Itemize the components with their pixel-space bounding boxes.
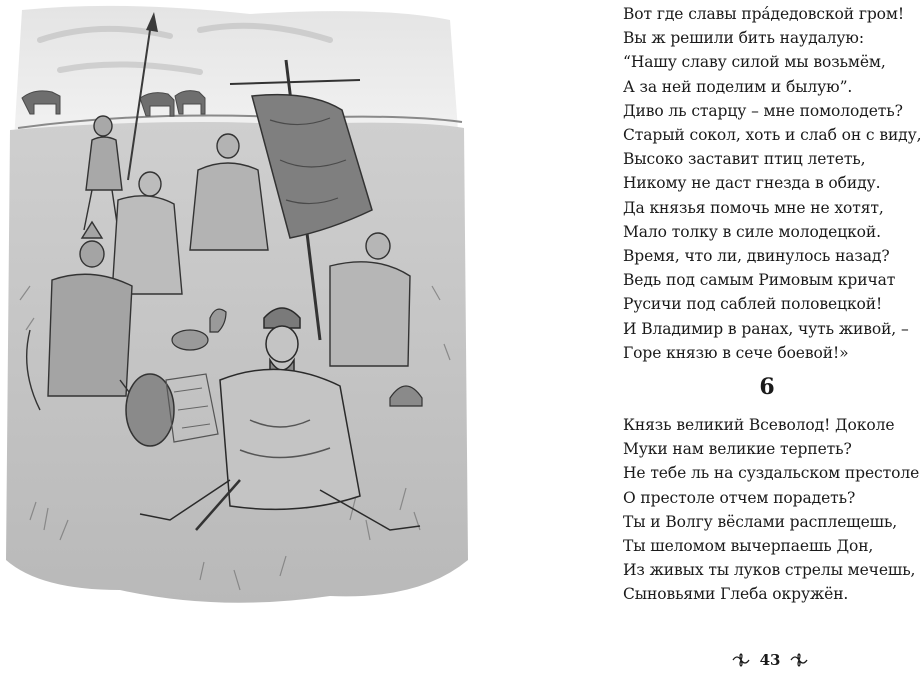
- poem-line: Вы ж решили бить наудалую:: [623, 29, 864, 48]
- poem-line: Да князья помочь мне не хотят,: [623, 198, 884, 217]
- illustration-warriors-resting: [0, 0, 470, 620]
- section-number: 6: [759, 374, 775, 400]
- page-footer: [732, 650, 808, 670]
- poem-line: Ты шеломом вычерпаешь Дон,: [623, 537, 874, 556]
- poem-line: Муки нам великие терпеть?: [623, 440, 852, 459]
- poem-line: Сыновьями Глеба окружён.: [623, 585, 849, 604]
- poem-line: Время, что ли, двинулось назад?: [623, 247, 890, 266]
- poem-line: Ты и Волгу вёслами расплещешь,: [623, 512, 898, 531]
- poem-line: Диво ль старцу – мне помолодеть?: [623, 101, 903, 120]
- stanza-2: [623, 413, 919, 607]
- poem-line: Вот где славы пра́дедовской гром!: [623, 5, 904, 23]
- page-number: 43: [759, 651, 781, 669]
- poem-line: Высоко заставит птиц лететь,: [623, 150, 866, 169]
- poem-line: Горе князю в сече боевой!»: [623, 343, 849, 362]
- poem-line: Князь великий Всеволод! Доколе: [623, 416, 895, 434]
- poem-line: Ведь под самым Римовым кричат: [623, 271, 896, 290]
- poem-line: Не тебе ль на суздальском престоле: [623, 464, 920, 483]
- floral-ornament-icon: [732, 653, 750, 667]
- poem-line: “Нашу славу силой мы возьмём,: [623, 53, 886, 72]
- poem-line: А за ней поделим и былую”.: [623, 77, 853, 96]
- poem-line: Старый сокол, хоть и слаб он с виду,: [623, 126, 921, 145]
- poem-line: Никому не даст гнезда в обиду.: [623, 174, 881, 193]
- stanza-1: [623, 2, 921, 365]
- poem-line: Из живых ты луков стрелы мечешь,: [623, 561, 916, 580]
- floral-ornament-icon: [790, 653, 808, 667]
- poem-line: О престоле отчем порадеть?: [623, 488, 856, 507]
- poem-line: Русичи под саблей половецкой!: [623, 295, 883, 314]
- poem-line: И Владимир в ранах, чуть живой, –: [623, 319, 909, 338]
- poem-line: Мало толку в силе молодецкой.: [623, 222, 881, 241]
